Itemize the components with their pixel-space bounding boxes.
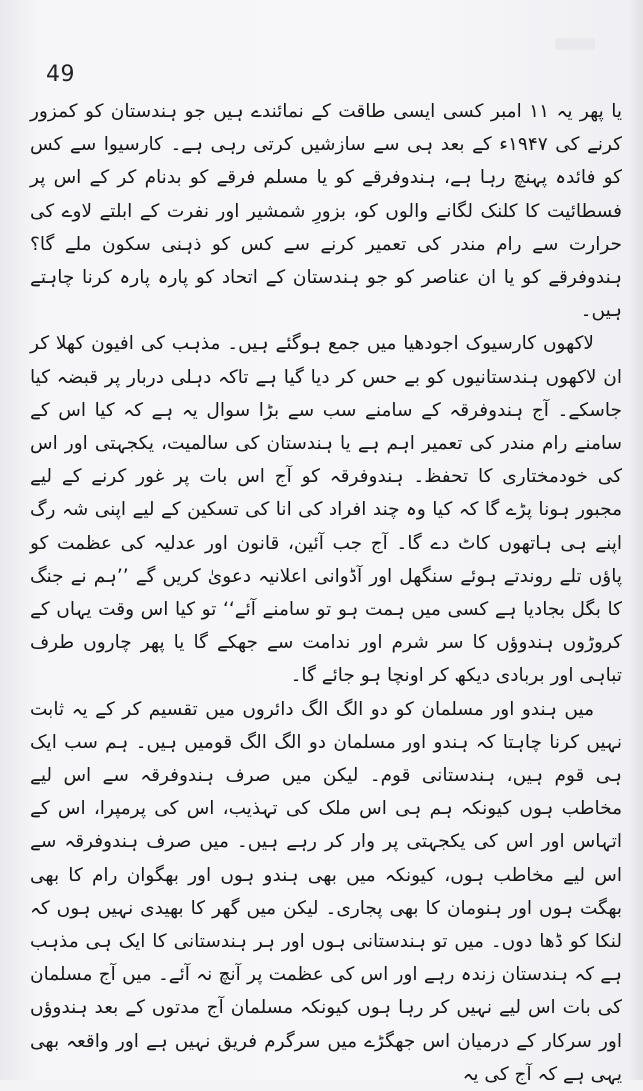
paragraph-2: لاکھوں کارسیوک اجودھیا میں جمع ہوگئے ہیں۔ مذہب کی افیون کھلا کر ان لاکھوں ہندستانیوں کو بے حس کر دیا گیا ہے تاکہ دہلی دربار پر قبضہ کیا جاسکے۔ آج ہندوفرقہ کے سامنے سب سے بڑا سوال یہ ہے کہ کیا اس کے سامنے رام مندر کی تعمیر اہم ہے یا ہندستان کی سالمیت، یکجہتی اور اس کی خودمختاری کا تحفظ۔ ہندوفرقہ کو آج اس بات پر غور کرنے کے لیے مجبور ہونا پڑے گا کہ کیا وہ چند افراد کی انا کی تسکین کے لیے اپنی شہ رگ اپنے ہی ہاتھوں کاٹ دے گا۔ آج جب آئین، قانون اور عدلیہ کی عظمت کو پاؤں تلے روندتے ہوئے سنگھل اور آڈوانی اعلانیہ دعویٰ کریں گے ’’ہم نے جنگ کا بگل بجادیا ہے کسی میں ہمت ہو تو سامنے آئے‘‘ تو کیا اس وقت یہاں کے کروڑوں ہندوؤں کا سر شرم اور ندامت سے جھکے گا یا پھر چاروں طرف تباہی اور بربادی دیکھ کر اونچا ہو جائے گا۔	[30, 333, 622, 687]
scan-mark	[555, 38, 595, 50]
paragraph-1: یا پھر یہ ۱۱ امبر کسی ایسی طاقت کے نمائندے ہیں جو ہندستان کو کمزور کرنے کی ۱۹۴۷ء کے بعد ہی سے سازشیں کرتی رہی ہے۔ کارسیوا سے کس کو فائدہ پہنچ رہا ہے، ہندوفرقے کو یا مسلم فرقے کو بدنام کر کے اس پر فسطائیت کا کلنک لگانے والوں کو، بزورِ شمشیر اور نفرت کے ابلتے لاوے کی حرارت سے رام مندر کی تعمیر کرنے سے کس کو ذہنی سکون ملے گا؟ ہندوفرقے کو یا ان عناصر کو جو ہندستان کے اتحاد کو پارہ پارہ کرنا چاہتے ہیں۔	[30, 101, 622, 322]
page-number: 49	[46, 62, 75, 87]
paragraph-3: میں ہندو اور مسلمان کو دو الگ الگ دائروں میں تقسیم کر کے یہ ثابت نہیں کرنا چاہتا کہ ہندو اور مسلمان دو الگ الگ قومیں ہیں۔ ہم سب ایک ہی قوم ہیں، ہندستانی قوم۔ لیکن میں صرف ہندوفرقہ سے اس لیے مخاطب ہوں کیونکہ ہم ہی اس ملک کی تہذیب، اس کی پرمپرا، اس کے اتہاس اور اس کی یکجہتی پر وار کر رہے ہیں۔ میں صرف ہندوفرقہ سے اس لیے مخاطب ہوں، کیونکہ میں بھی ہندو ہوں اور بھگوان رام کا بھی بھگت ہوں اور ہنومان کا بھی پجاری۔ لیکن میں گھر کا بھیدی نہیں ہوں کہ لنکا کو ڈھا دوں۔ میں تو ہندستانی ہوں اور ہر ہندستانی کا ایک ہی مذہب ہے کہ ہندستان زندہ رہے اور اس کی عظمت پر آنچ نہ آئے۔ میں آج مسلمان کی بات اس لیے نہیں کر رہا ہوں کیونکہ مسلمان آج مدتوں کے بعد ہندوؤں اور سرکار کے درمیان اس جھگڑے میں سرگرم فریق نہیں ہے اور واقعہ بھی یہی ہے کہ آج کی یہ	[30, 698, 622, 1085]
body-text	[30, 95, 622, 1091]
page-edge-shadow	[629, 0, 643, 1080]
